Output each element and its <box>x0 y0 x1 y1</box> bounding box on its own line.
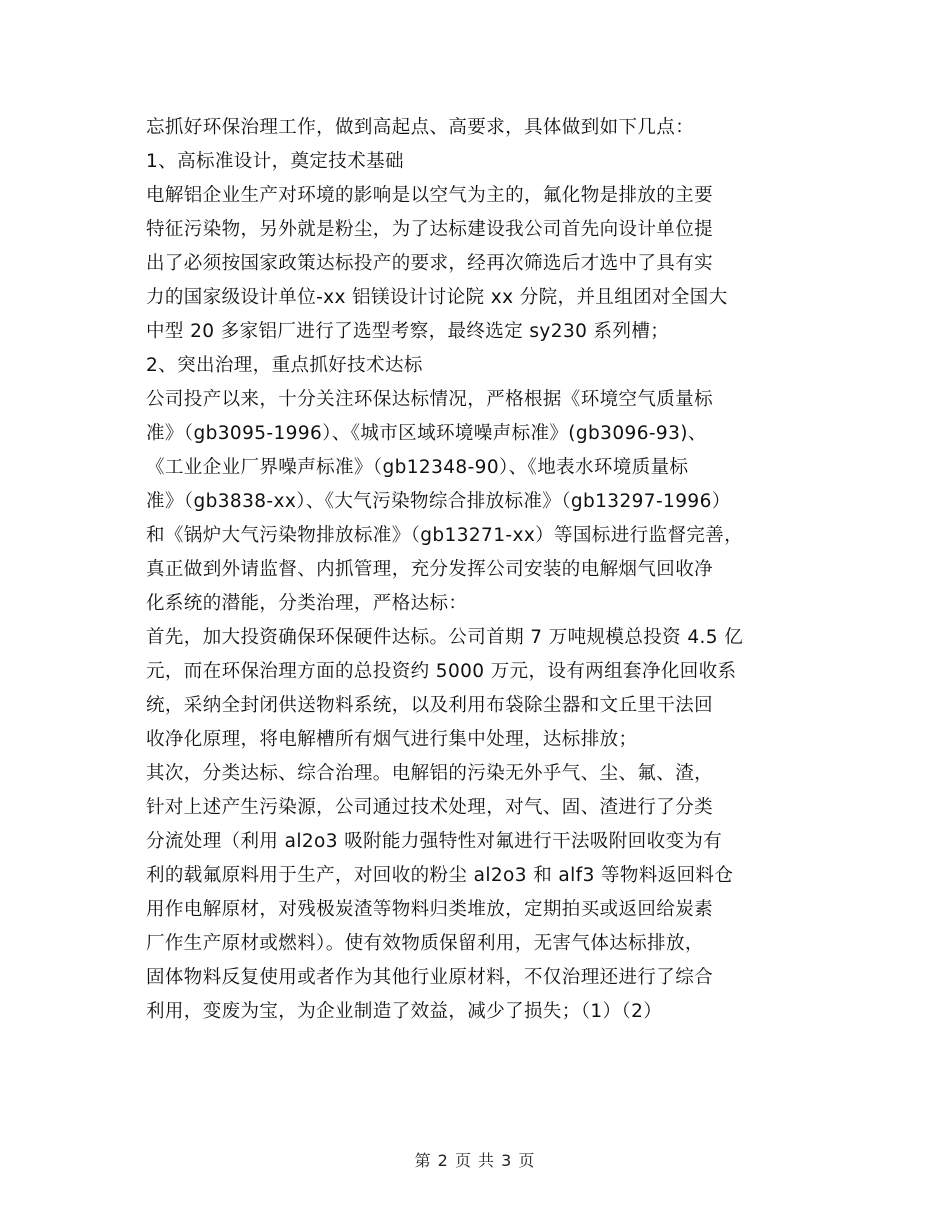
text-line: 元，而在环保治理方面的总投资约 5000 万元，设有两组套净化回收系 <box>146 661 737 682</box>
text-line: 厂作生产原材或燃料）。使有效物质保留利用，无害气体达标排放， <box>146 933 704 954</box>
text-line: 忘抓好环保治理工作，做到高起点、高要求，具体做到如下几点： <box>146 117 695 138</box>
text-line: 中型 20 多家铝厂进行了选型考察，最终选定 sy230 系列槽； <box>146 321 670 342</box>
text-line: 真正做到外请监督、内抓管理，充分发挥公司安装的电解烟气回收净 <box>146 559 714 580</box>
text-line: 准》（gb3095-1996）、《城市区域环境噪声标准》(gb3096-93)、 <box>146 423 707 444</box>
text-line: 电解铝企业生产对环境的影响是以空气为主的，氟化物是排放的主要 <box>146 185 714 206</box>
text-line: 公司投产以来，十分关注环保达标情况，严格根据《环境空气质量标 <box>146 389 714 410</box>
section-heading: 2、突出治理，重点抓好技术达标 <box>146 355 423 376</box>
text-line: 特征污染物，另外就是粉尘，为了达标建设我公司首先向设计单位提 <box>146 219 714 240</box>
text-line: 其次，分类达标、综合治理。电解铝的污染无外乎气、尘、氟、渣， <box>146 763 714 784</box>
text-line: 和《锅炉大气污染物排放标准》（gb13271-xx）等国标进行监督完善， <box>146 525 744 546</box>
text-line: 固体物料反复使用或者作为其他行业原材料，不仅治理还进行了综合 <box>146 967 714 988</box>
document-body <box>146 111 811 1029</box>
text-line: 化系统的潜能，分类治理，严格达标： <box>146 593 468 614</box>
text-line: 分流处理（利用 al2o3 吸附能力强特性对氟进行干法吸附回收变为有 <box>146 831 723 852</box>
text-line: 针对上述产生污染源，公司通过技术处理，对气、固、渣进行了分类 <box>146 797 714 818</box>
text-line: 统，采纳全封闭供送物料系统，以及利用布袋除尘器和文丘里干法回 <box>146 695 714 716</box>
text-line: 利用，变废为宝，为企业制造了效益，减少了损失；（1）（2） <box>146 1001 663 1022</box>
text-line: 力的国家级设计单位-xx 铝镁设计讨论院 xx 分院，并且组团对全国大 <box>146 287 728 308</box>
text-line: 用作电解原材，对残极炭渣等物料归类堆放，定期拍买或返回给炭素 <box>146 899 714 920</box>
text-line: 收净化原理，将电解槽所有烟气进行集中处理，达标排放； <box>146 729 638 750</box>
text-line: 出了必须按国家政策达标投产的要求，经再次筛选后才选中了具有实 <box>146 253 714 274</box>
text-line: 利的载氟原料用于生产，对回收的粉尘 al2o3 和 alf3 等物料返回料仓 <box>146 865 734 886</box>
text-line: 准》（gb3838-xx）、《大气污染物综合排放标准》（gb13297-1996） <box>146 491 731 512</box>
section-heading: 1、高标准设计，奠定技术基础 <box>146 151 404 172</box>
text-line: 《工业企业厂界噪声标准》（gb12348-90）、《地表水环境质量标 <box>146 457 689 478</box>
page-number-footer: 第 2 页 共 3 页 <box>414 1151 536 1170</box>
text-line: 首先，加大投资确保环保硬件达标。公司首期 7 万吨规模总投资 4.5 亿 <box>146 627 744 648</box>
